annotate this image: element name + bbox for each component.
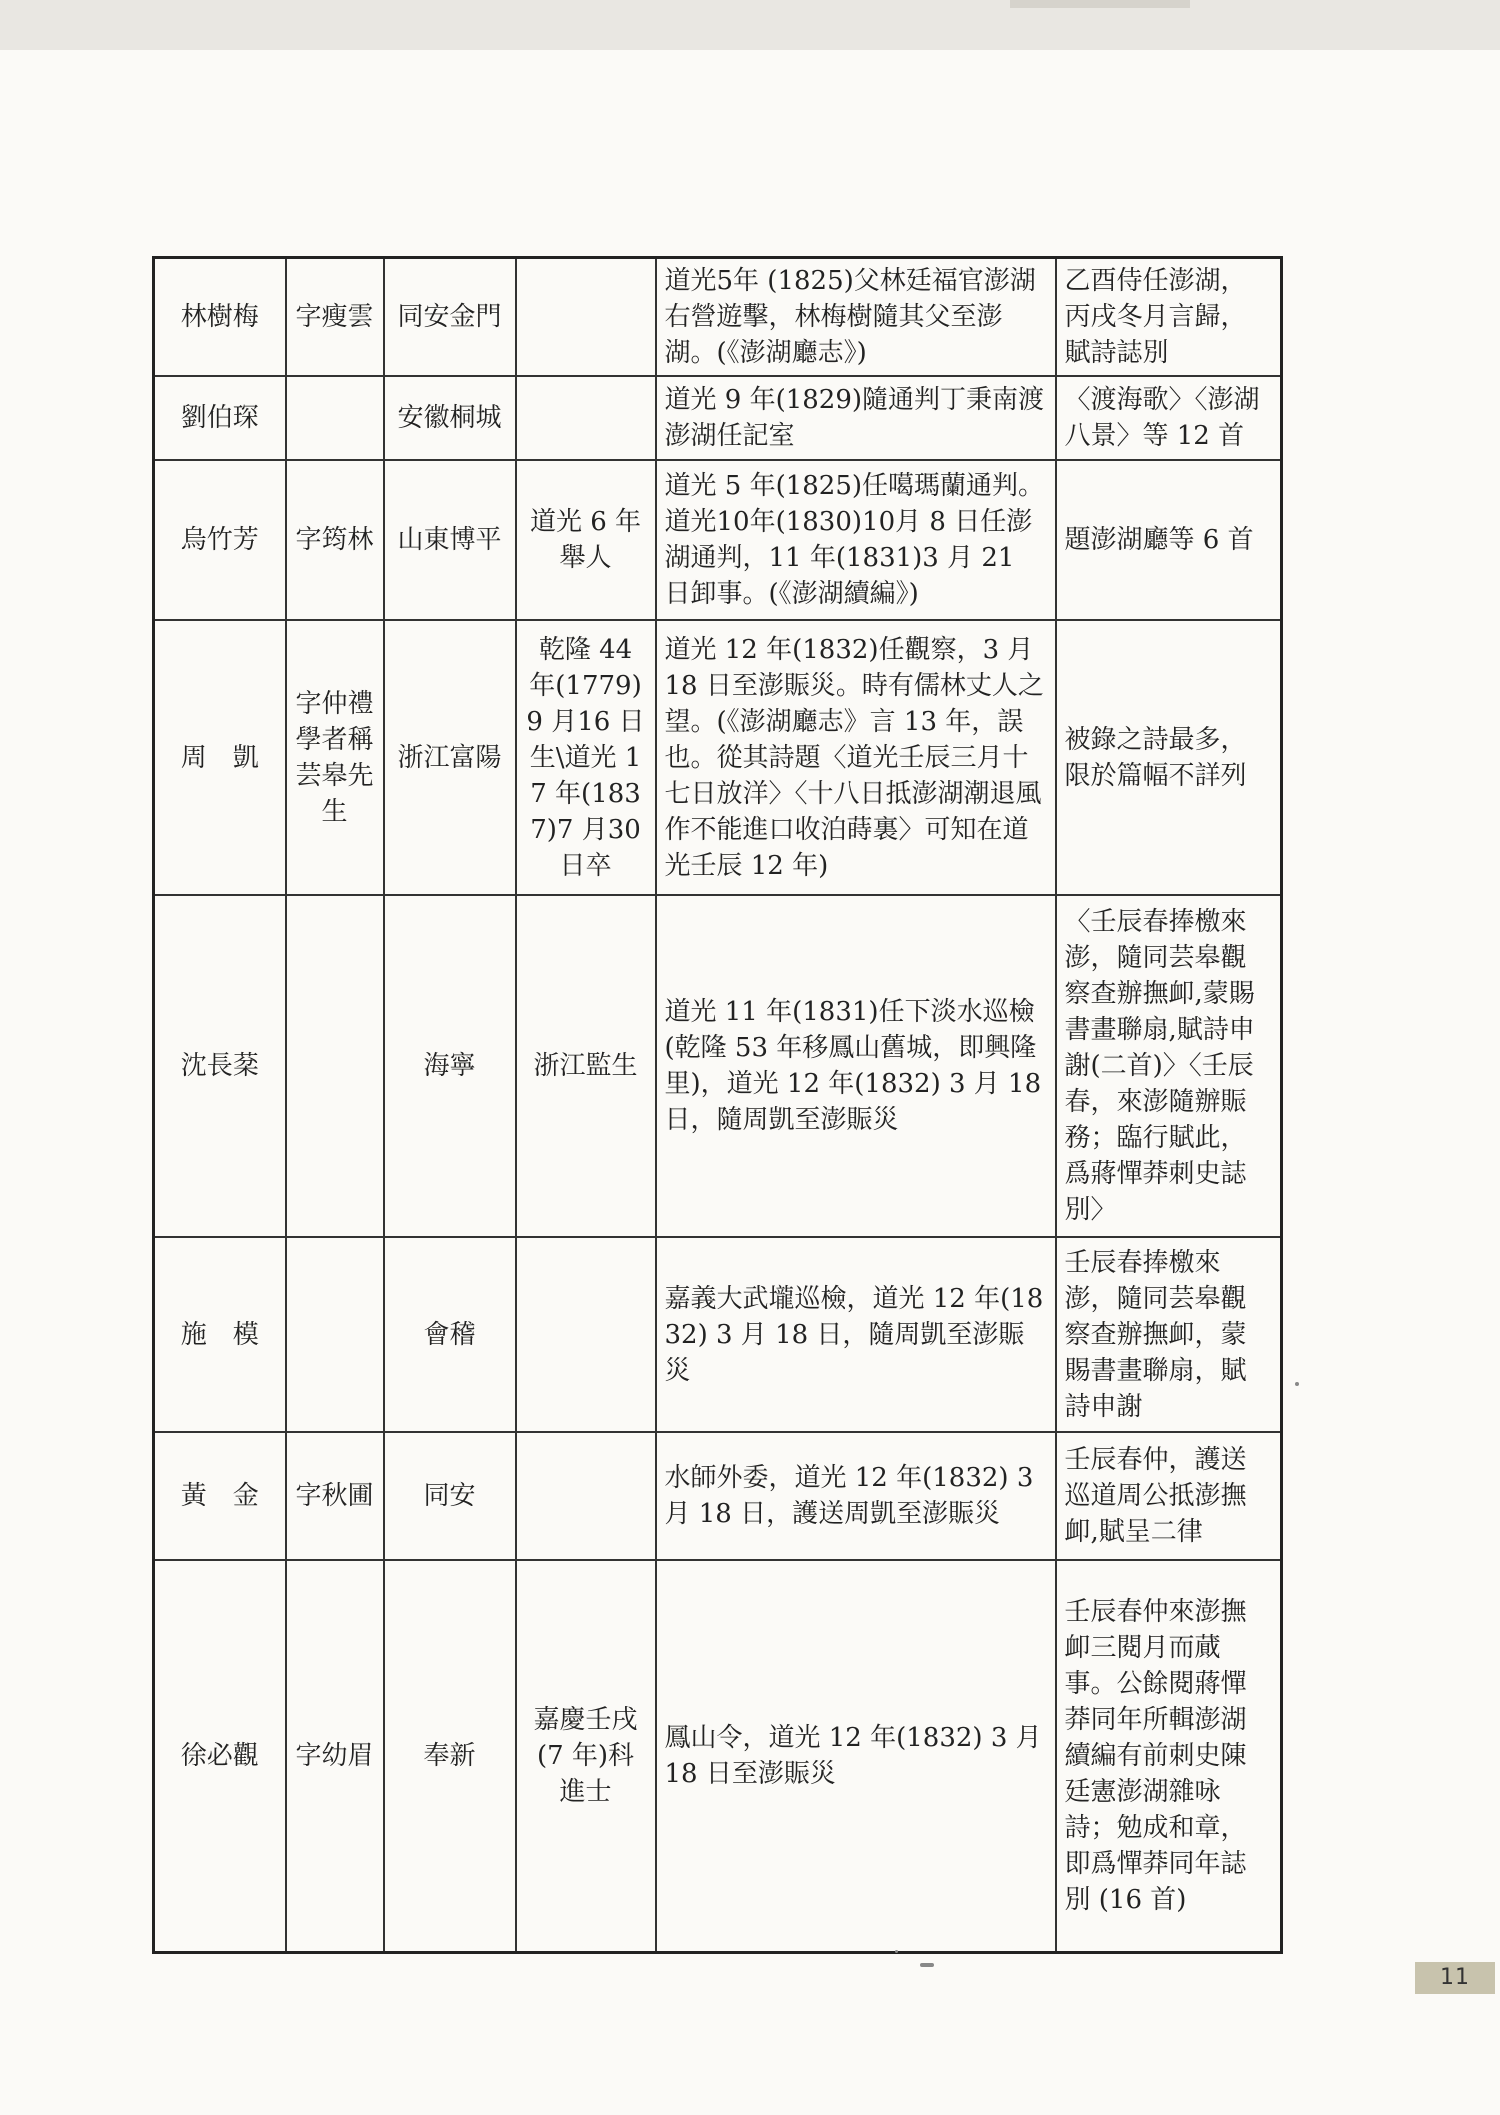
cell-poems: 乙酉侍任澎湖，丙戌冬月言歸，賦詩誌別: [1056, 258, 1282, 377]
cell-courtesy-name: 字仲禮學者稱芸皋先生: [286, 620, 384, 895]
cell-events: 道光 11 年(1831)任下淡水巡檢(乾隆 53 年移鳳山舊城，即興隆里)，道光 12 年(1832) 3 月 18 日，隨周凱至澎賑災: [656, 895, 1056, 1237]
cell-name: 徐必觀: [154, 1560, 286, 1952]
cell-poems: 題澎湖廳等 6 首: [1056, 460, 1282, 620]
cell-degree: [516, 258, 656, 377]
cell-name: 黃 金: [154, 1432, 286, 1560]
cell-degree: 浙江監生: [516, 895, 656, 1237]
scan-speck: [920, 1963, 934, 1967]
cell-courtesy-name: [286, 376, 384, 460]
cell-events: 道光 12 年(1832)任觀察，3 月 18 日至澎賑災。時有儒林丈人之望。(《澎湖廳志》言 13 年，誤也。從其詩題〈道光壬辰三月十七日放洋〉〈十八日抵澎湖潮退風作不能進口收泊蒔裏〉可知在道光壬辰 12 年): [656, 620, 1056, 895]
table-row: [154, 620, 1282, 895]
cell-events: 嘉義大武壠巡檢，道光 12 年(1832) 3 月 18 日，隨周凱至澎賑災: [656, 1237, 1056, 1432]
cell-courtesy-name: [286, 1237, 384, 1432]
cell-poems: 〈壬辰春捧檄來澎，隨同芸皋觀察查辦撫卹,蒙賜書畫聯扇,賦詩申謝(二首)〉〈壬辰春，來澎隨辦賑務；臨行賦此，爲蔣憚莽刺史誌別〉: [1056, 895, 1282, 1237]
cell-events: 水師外委，道光 12 年(1832) 3 月 18 日，護送周凱至澎賑災: [656, 1432, 1056, 1560]
table-row: [154, 895, 1282, 1237]
cell-events: 道光 5 年(1825)任噶瑪蘭通判。道光10年(1830)10月 8 日任澎湖通判，11 年(1831)3 月 21 日卸事。(《澎湖續編》): [656, 460, 1056, 620]
cell-degree: [516, 1237, 656, 1432]
cell-origin: 浙江富陽: [384, 620, 516, 895]
cell-degree: 道光 6 年舉人: [516, 460, 656, 620]
cell-events: 鳳山令，道光 12 年(1832) 3 月 18 日至澎賑災: [656, 1560, 1056, 1952]
cell-poems: 被錄之詩最多，限於篇幅不詳列: [1056, 620, 1282, 895]
cell-name: 烏竹芳: [154, 460, 286, 620]
cell-name: 劉伯琛: [154, 376, 286, 460]
cell-events: 道光5年 (1825)父林廷福官澎湖右營遊擊，林梅樹隨其父至澎湖。(《澎湖廳志》): [656, 258, 1056, 377]
table-row: [154, 376, 1282, 460]
cell-origin: 安徽桐城: [384, 376, 516, 460]
cell-name: 沈長棻: [154, 895, 286, 1237]
cell-degree: [516, 1432, 656, 1560]
cell-courtesy-name: [286, 895, 384, 1237]
table-row: [154, 1432, 1282, 1560]
cell-origin: 奉新: [384, 1560, 516, 1952]
cell-origin: 同安金門: [384, 258, 516, 377]
cell-degree: 乾隆 44 年(1779)9 月16 日生\道光 17 年(1837)7 月30 日卒: [516, 620, 656, 895]
cell-courtesy-name: 字幼眉: [286, 1560, 384, 1952]
page-number: 11: [1415, 1962, 1495, 1994]
cell-name: 周 凱: [154, 620, 286, 895]
cell-poems: 壬辰春仲來澎撫卹三閱月而蕆事。公餘閱蔣憚莽同年所輯澎湖續編有前刺史陳廷憲澎湖雜咏詩；勉成和章，即爲憚莽同年誌別 (16 首): [1056, 1560, 1282, 1952]
cell-degree: [516, 376, 656, 460]
cell-courtesy-name: 字瘦雲: [286, 258, 384, 377]
table-row: [154, 1237, 1282, 1432]
table-row: [154, 1560, 1282, 1952]
scan-speck: [895, 1950, 898, 1953]
cell-events: 道光 9 年(1829)隨通判丁秉南渡澎湖任記室: [656, 376, 1056, 460]
scan-top-mark: [1010, 0, 1190, 8]
cell-degree: 嘉慶壬戌(7 年)科進士: [516, 1560, 656, 1952]
cell-poems: 壬辰春捧檄來澎，隨同芸皋觀察查辦撫卹，蒙賜書畫聯扇，賦詩申謝: [1056, 1237, 1282, 1432]
cell-origin: 海寧: [384, 895, 516, 1237]
cell-name: 施 模: [154, 1237, 286, 1432]
table-row: [154, 258, 1282, 377]
scan-speck: [1295, 1382, 1299, 1386]
cell-poems: 壬辰春仲，護送巡道周公抵澎撫卹,賦呈二律: [1056, 1432, 1282, 1560]
cell-poems: 〈渡海歌〉〈澎湖八景〉等 12 首: [1056, 376, 1282, 460]
poet-table: [152, 256, 1283, 1954]
cell-origin: 山東博平: [384, 460, 516, 620]
cell-origin: 同安: [384, 1432, 516, 1560]
scan-top-band: [0, 0, 1500, 50]
cell-origin: 會稽: [384, 1237, 516, 1432]
cell-courtesy-name: 字筠林: [286, 460, 384, 620]
cell-name: 林樹梅: [154, 258, 286, 377]
cell-courtesy-name: 字秋圃: [286, 1432, 384, 1560]
table-row: [154, 460, 1282, 620]
